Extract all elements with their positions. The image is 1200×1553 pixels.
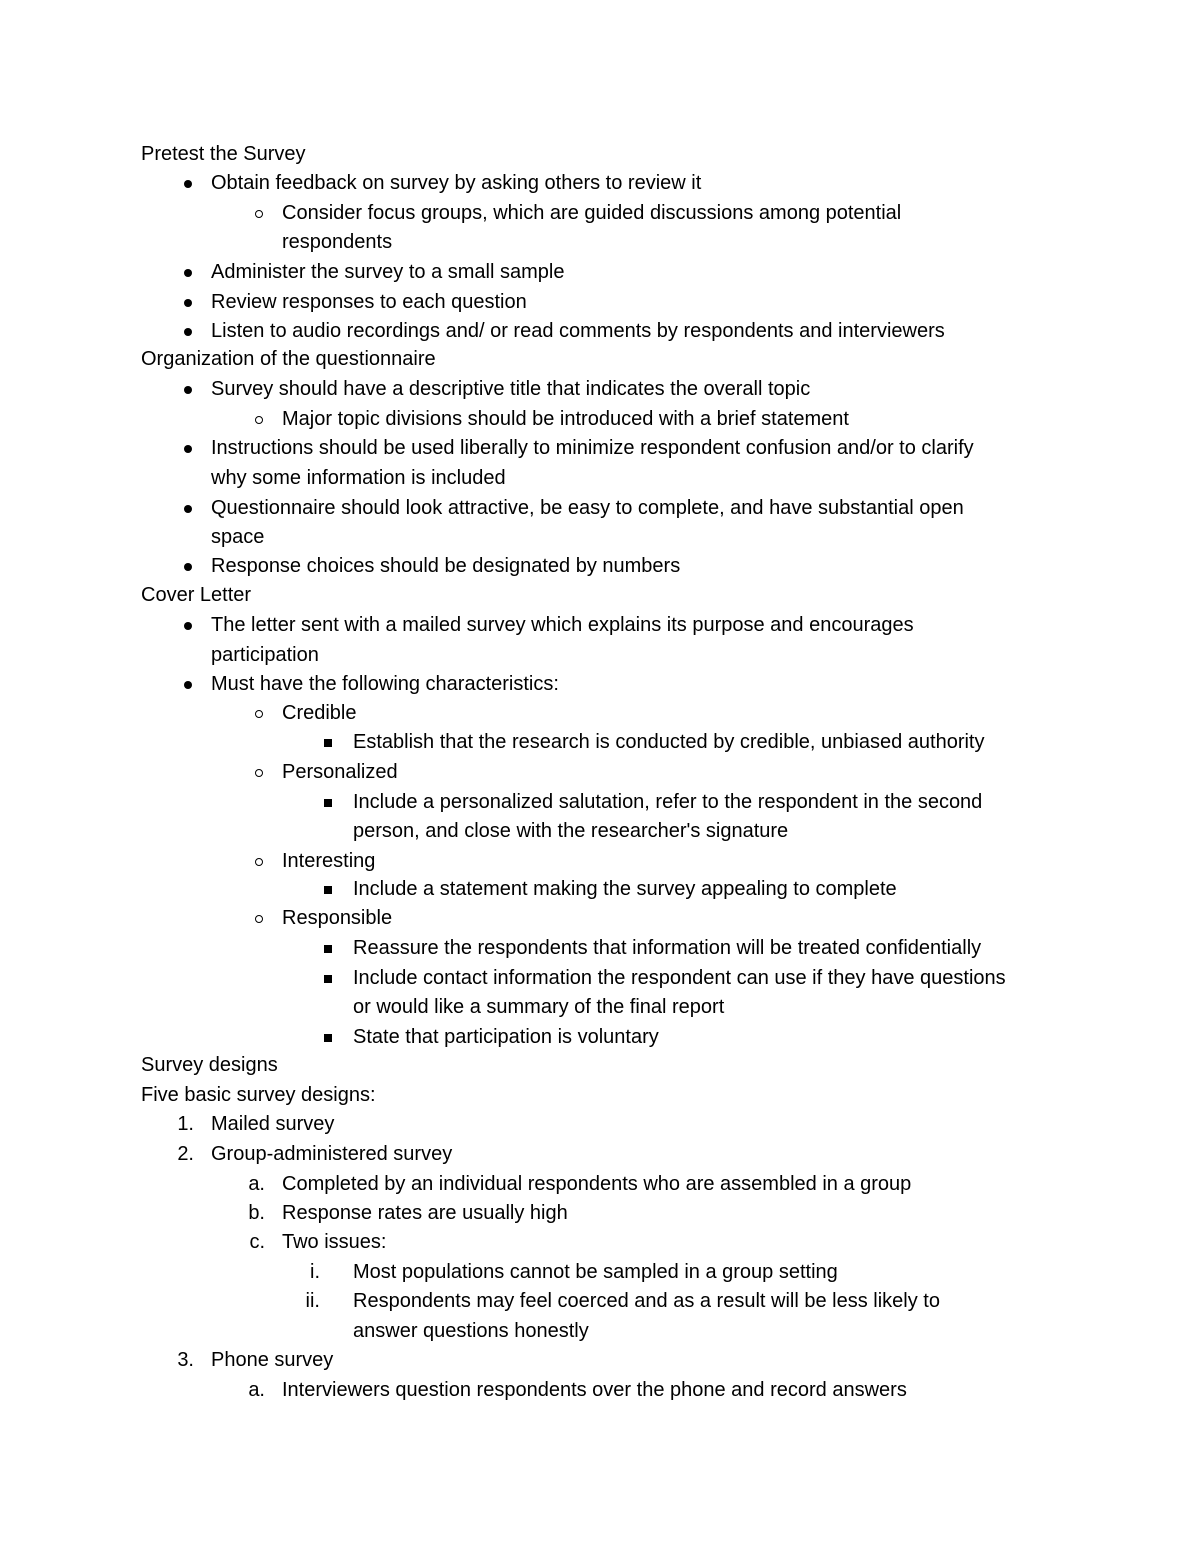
- list-number: 1.: [177, 1113, 194, 1135]
- bullet-dot-icon: [176, 552, 192, 582]
- bullet-square-icon: [316, 1023, 332, 1053]
- bullet-dot-icon: [176, 258, 192, 288]
- bullet-ring-icon: [247, 699, 263, 729]
- bullet-dot-icon: [176, 494, 192, 524]
- bullet-square-icon: [316, 788, 332, 818]
- bullet-ring-icon: [247, 758, 263, 788]
- bullet-dot-icon: [176, 611, 192, 641]
- bullet-dot-icon: [176, 169, 192, 199]
- bullet-dot-icon: [176, 317, 192, 347]
- bullet-ring-icon: [247, 904, 263, 934]
- document-page: Pretest the Survey Obtain feedback on survey by asking others to review it Consider focus groups, which are guided discussions among potential respondents Administer the survey to a small sample Review responses to each question Listen to audio recordings and/ or read comments by respondents and interviewers Organization of the questionnaire Survey should have a descriptive title that indicates the overall topic Major topic divisions should be introduced with a brief statement Instructions should be used liberally to minimize respondent confusion and/or to clarify why some information is included Questionnaire should look attractive, be easy to complete, and have substantial open space Response choices should be designated by numbers Cover Letter The letter sent with a mailed survey which explains its purpose and encourages participation Must have the following characteristics: Credible Establish that the research is conducted by credible, unbiased authority Personalized Include a personalized salutation, refer to the respondent in the second person, and close with the researcher's signature Interesting Include a statement making the survey appealing to complete Responsible Reassure the respondents that information will be treated confidentially Include contact information the respondent can use if they have questions or would like a summary of the final report State that participation is voluntary Survey designs Five basic survey designs: 1. Mailed survey 2. Group-administered survey a. Completed by an individual respondents who are assembled in a group b. Response rates are usually high c. Two issues: i. Most populations cannot be sampled in a group setting ii. Respondents may feel coerced and as a result will be less likely to answer questions honestly 3. Phone survey a. Interviewers question respondents over the phone and record answers: [0, 0, 1200, 1553]
- list-number: 2.: [177, 1143, 194, 1165]
- list-roman: i.: [310, 1261, 320, 1283]
- list-letter: a.: [248, 1173, 265, 1195]
- bullet-dot-icon: [176, 434, 192, 464]
- list-letter: b.: [248, 1202, 265, 1224]
- bullet-ring-icon: [247, 405, 263, 435]
- bullet-square-icon: [316, 875, 332, 905]
- list-roman: ii.: [305, 1290, 320, 1312]
- bullet-square-icon: [316, 728, 332, 758]
- list-letter: c.: [249, 1231, 265, 1253]
- bullet-square-icon: [316, 934, 332, 964]
- list-letter: a.: [248, 1379, 265, 1401]
- bullet-dot-icon: [176, 670, 192, 700]
- bullet-ring-icon: [247, 847, 263, 877]
- list-number: 3.: [177, 1349, 194, 1371]
- bullet-ring-icon: [247, 199, 263, 229]
- bullet-square-icon: [316, 964, 332, 994]
- bullet-dot-icon: [176, 375, 192, 405]
- bullet-dot-icon: [176, 288, 192, 318]
